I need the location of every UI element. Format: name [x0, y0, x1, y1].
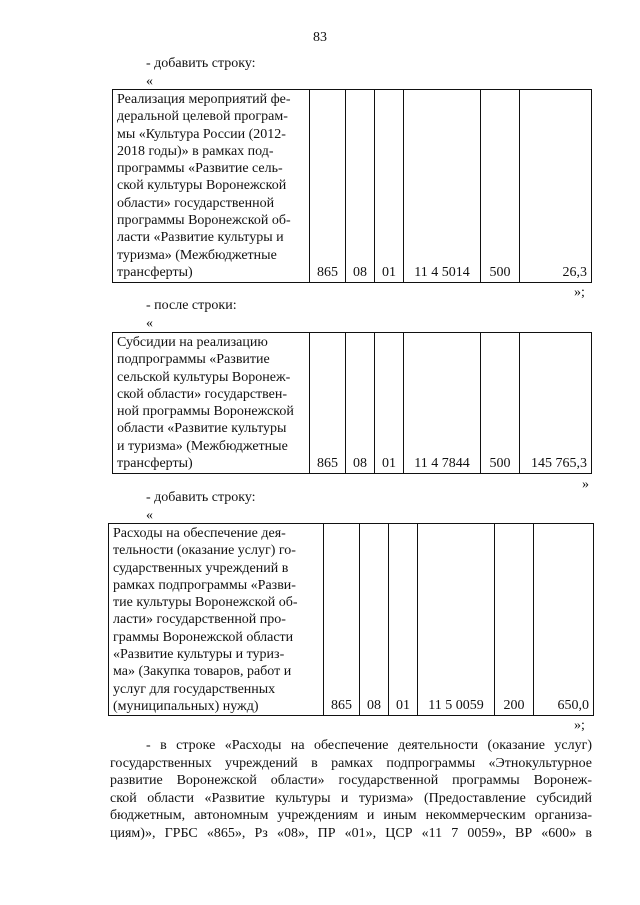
- paragraph-line: бюджетным, автономным учреждениям и иным некоммерческим организа-: [110, 808, 592, 824]
- rz-cell: 08: [360, 524, 389, 716]
- vr-cell: 500: [481, 90, 520, 283]
- paragraph-line: развитие Воронежской области» государственной программы Воронеж-: [110, 773, 592, 789]
- body-paragraph: [110, 737, 592, 843]
- budget-table-row-3: [108, 523, 594, 716]
- instruction-after-row: - после строки:: [146, 298, 237, 313]
- csr-cell: 11 4 7844: [404, 333, 481, 474]
- csr-cell: 11 4 5014: [404, 90, 481, 283]
- grbs-cell: 865: [310, 333, 346, 474]
- paragraph-line: - в строке «Расходы на обеспечение деятельности (оказание услуг): [146, 738, 592, 753]
- budget-table-row-1: [112, 89, 592, 283]
- row-description: Реализация мероприятий фе- деральной целевой програм- мы «Культура России (2012- 2018 годы)» в рамках под- программы «Развитие сель- ской культуры Воронежской области» государственной программы Воронежской об- ласти «Развитие культуры и туризма» (Межбюджетные трансферты): [113, 90, 310, 283]
- open-quote-1: «: [146, 74, 153, 89]
- budget-table-row-2: [112, 332, 592, 474]
- page-number: 83: [313, 30, 327, 45]
- instruction-add-row-1: - добавить строку:: [146, 56, 256, 71]
- sum-cell: 145 765,3: [520, 333, 592, 474]
- row-description: Субсидии на реализацию подпрограммы «Развитие сельской культуры Воронеж- ской области» государствен- ной программы Воронежской области «Развитие культуры и туризма» (Межбюджетные трансферты): [113, 333, 310, 474]
- vr-cell: 500: [481, 333, 520, 474]
- close-quote-2: »: [582, 477, 589, 492]
- close-quote-1: »;: [574, 285, 585, 300]
- grbs-cell: 865: [310, 90, 346, 283]
- open-quote-2: «: [146, 316, 153, 331]
- pr-cell: 01: [389, 524, 418, 716]
- csr-cell: 11 5 0059: [418, 524, 495, 716]
- pr-cell: 01: [375, 333, 404, 474]
- rz-cell: 08: [346, 333, 375, 474]
- vr-cell: 200: [495, 524, 534, 716]
- row-description: Расходы на обеспечение дея- тельности (оказание услуг) го- сударственных учреждений в рамках подпрограммы «Разви- тие культуры Воронежской об- ласти» государственной про- граммы Воронежской области «Развитие культуры и туриз- ма» (Закупка товаров, работ и услуг для государственных (муниципальных) нужд): [109, 524, 324, 716]
- open-quote-3: «: [146, 508, 153, 523]
- pr-cell: 01: [375, 90, 404, 283]
- instruction-add-row-2: - добавить строку:: [146, 490, 256, 505]
- sum-cell: 26,3: [520, 90, 592, 283]
- paragraph-line: государственных учреждений в рамках подпрограммы «Этнокультурное: [110, 755, 592, 771]
- close-quote-3: »;: [574, 718, 585, 733]
- grbs-cell: 865: [324, 524, 360, 716]
- sum-cell: 650,0: [534, 524, 594, 716]
- paragraph-line: ской области «Развитие культуры и туризма» (Предоставление субсидий: [110, 790, 592, 806]
- paragraph-line: циям)», ГРБС «865», Рз «08», ПР «01», ЦСР «11 7 0059», ВР «600» в: [110, 825, 592, 841]
- rz-cell: 08: [346, 90, 375, 283]
